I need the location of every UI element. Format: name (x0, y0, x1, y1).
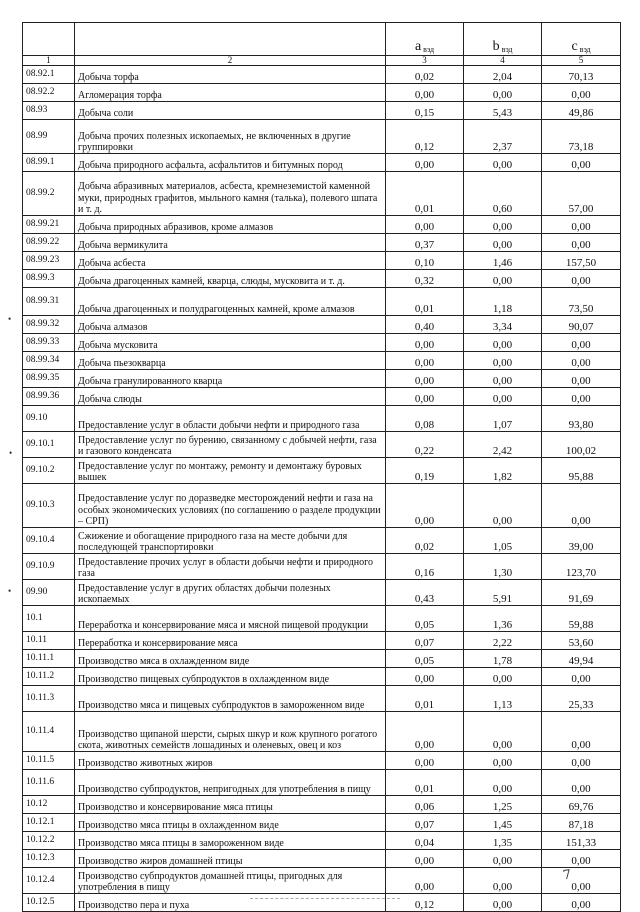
value-b-cell: 5,91 (464, 580, 542, 606)
value-c-cell: 0,00 (542, 712, 621, 752)
value-c-cell: 0,00 (542, 334, 621, 352)
table-row (23, 606, 621, 632)
value-a-cell: 0,00 (386, 352, 464, 370)
table-row (23, 868, 621, 894)
table-row (23, 172, 621, 216)
value-a-cell: 0,00 (386, 712, 464, 752)
value-b-cell: 1,05 (464, 528, 542, 554)
value-b-cell: 0,00 (464, 352, 542, 370)
value-b-cell: 0,00 (464, 868, 542, 894)
value-a-cell: 0,00 (386, 334, 464, 352)
table-row (23, 288, 621, 316)
value-a-cell: 0,00 (386, 668, 464, 686)
value-c-cell: 0,00 (542, 388, 621, 406)
okved-code-cell: 09.90 (23, 580, 75, 606)
value-b-cell: 0,00 (464, 154, 542, 172)
value-c-cell: 69,76 (542, 796, 621, 814)
table-row (23, 406, 621, 432)
value-a-cell: 0,00 (386, 868, 464, 894)
table-row (23, 850, 621, 868)
value-a-cell: 0,00 (386, 370, 464, 388)
activity-name-cell: Производство щипаной шерсти, сырых шкур и кож крупного рогатого скота, животных семейств лошадиных и оленевых, овец и коз (75, 712, 386, 752)
value-c-cell: 73,18 (542, 120, 621, 154)
okved-code-cell: 10.12.5 (23, 894, 75, 912)
okved-code-cell: 09.10.1 (23, 432, 75, 458)
value-b-cell: 0,00 (464, 370, 542, 388)
value-b-cell: 0,00 (464, 712, 542, 752)
table-row (23, 234, 621, 252)
table-row (23, 388, 621, 406)
activity-name-cell: Добыча мусковита (75, 334, 386, 352)
activity-name-cell: Предоставление услуг по бурению, связанному с добычей нефти, газа и газового конденсата (75, 432, 386, 458)
okved-code-cell: 08.99.23 (23, 252, 75, 270)
value-a-cell: 0,12 (386, 894, 464, 912)
value-c-cell: 0,00 (542, 216, 621, 234)
activity-name-cell: Производство пера и пуха (75, 894, 386, 912)
value-b-cell: 5,43 (464, 102, 542, 120)
value-b-cell: 0,00 (464, 270, 542, 288)
value-a-cell: 0,05 (386, 606, 464, 632)
column-number-row (23, 56, 621, 66)
activity-name-cell: Производство субпродуктов, непригодных для употребления в пищу (75, 770, 386, 796)
value-c-cell: 0,00 (542, 234, 621, 252)
value-a-cell: 0,15 (386, 102, 464, 120)
okved-code-cell: 08.93 (23, 102, 75, 120)
value-c-cell: 0,00 (542, 352, 621, 370)
value-b-cell: 0,00 (464, 850, 542, 868)
column-number: 1 (23, 56, 75, 66)
table-row (23, 352, 621, 370)
value-c-cell: 57,00 (542, 172, 621, 216)
table-row (23, 668, 621, 686)
value-b-cell: 0,00 (464, 752, 542, 770)
table-row (23, 216, 621, 234)
value-a-cell: 0,12 (386, 120, 464, 154)
table-row (23, 370, 621, 388)
table-row (23, 528, 621, 554)
page-bottom-divider (250, 898, 400, 899)
value-a-cell: 0,05 (386, 650, 464, 668)
value-c-cell: 25,33 (542, 686, 621, 712)
activity-name-cell: Производство жиров домашней птицы (75, 850, 386, 868)
header-col-a: a $_{вэд}$ (386, 23, 464, 56)
value-a-cell: 0,00 (386, 216, 464, 234)
value-c-cell: 70,13 (542, 66, 621, 84)
table-row (23, 894, 621, 912)
okved-code-cell: 10.11.4 (23, 712, 75, 752)
okved-code-cell: 10.11.3 (23, 686, 75, 712)
value-a-cell: 0,02 (386, 66, 464, 84)
value-a-cell: 0,32 (386, 270, 464, 288)
value-b-cell: 2,42 (464, 432, 542, 458)
value-b-cell: 0,00 (464, 234, 542, 252)
value-c-cell: 0,00 (542, 868, 621, 894)
activity-name-cell: Производство пищевых субпродуктов в охлажденном виде (75, 668, 386, 686)
table-row (23, 120, 621, 154)
value-b-cell: 0,00 (464, 84, 542, 102)
value-c-cell: 0,00 (542, 894, 621, 912)
value-b-cell: 0,00 (464, 334, 542, 352)
header-col-c: c $_{вэд}$ (542, 23, 621, 56)
value-c-cell: 0,00 (542, 84, 621, 102)
value-b-cell: 1,45 (464, 814, 542, 832)
value-b-cell: 1,30 (464, 554, 542, 580)
value-c-cell: 0,00 (542, 484, 621, 528)
okved-code-cell: 08.99 (23, 120, 75, 154)
okved-code-cell: 08.99.33 (23, 334, 75, 352)
activity-name-cell: Агломерация торфа (75, 84, 386, 102)
value-b-cell: 1,13 (464, 686, 542, 712)
value-b-cell: 0,00 (464, 894, 542, 912)
value-b-cell: 2,22 (464, 632, 542, 650)
activity-name-cell: Добыча вермикулита (75, 234, 386, 252)
margin-mark: • (8, 586, 12, 596)
value-a-cell: 0,07 (386, 632, 464, 650)
value-b-cell: 1,78 (464, 650, 542, 668)
activity-name-cell: Добыча алмазов (75, 316, 386, 334)
okved-code-cell: 10.11.6 (23, 770, 75, 796)
okved-code-cell: 08.99.1 (23, 154, 75, 172)
table-row (23, 270, 621, 288)
value-c-cell: 0,00 (542, 770, 621, 796)
value-a-cell: 0,01 (386, 770, 464, 796)
table-row (23, 432, 621, 458)
activity-name-cell: Переработка и консервирование мяса (75, 632, 386, 650)
table-row (23, 814, 621, 832)
value-a-cell: 0,00 (386, 84, 464, 102)
okved-code-cell: 08.99.3 (23, 270, 75, 288)
value-c-cell: 91,69 (542, 580, 621, 606)
value-c-cell: 157,50 (542, 252, 621, 270)
value-a-cell: 0,07 (386, 814, 464, 832)
table-row (23, 458, 621, 484)
value-a-cell: 0,04 (386, 832, 464, 850)
column-number: 4 (464, 56, 542, 66)
okved-code-cell: 08.99.35 (23, 370, 75, 388)
table-header-row (23, 23, 621, 56)
activity-name-cell: Производство мяса и пищевых субпродуктов в замороженном виде (75, 686, 386, 712)
value-b-cell: 2,37 (464, 120, 542, 154)
value-b-cell: 1,25 (464, 796, 542, 814)
activity-name-cell: Добыча асбеста (75, 252, 386, 270)
okved-code-cell: 08.99.21 (23, 216, 75, 234)
value-a-cell: 0,02 (386, 528, 464, 554)
activity-name-cell: Предоставление услуг по монтажу, ремонту и демонтажу буровых вышек (75, 458, 386, 484)
activity-name-cell: Добыча драгоценных и полудрагоценных камней, кроме алмазов (75, 288, 386, 316)
okved-code-cell: 08.99.2 (23, 172, 75, 216)
value-c-cell: 95,88 (542, 458, 621, 484)
value-a-cell: 0,01 (386, 686, 464, 712)
okved-code-cell: 09.10.3 (23, 484, 75, 528)
activity-name-cell: Производство мяса птицы в замороженном виде (75, 832, 386, 850)
activity-name-cell: Добыча природных абразивов, кроме алмазов (75, 216, 386, 234)
activity-name-cell: Предоставление прочих услуг в области добычи нефти и природного газа (75, 554, 386, 580)
value-c-cell: 151,33 (542, 832, 621, 850)
column-number: 2 (75, 56, 386, 66)
value-c-cell: 123,70 (542, 554, 621, 580)
okved-code-cell: 08.92.2 (23, 84, 75, 102)
value-a-cell: 0,00 (386, 752, 464, 770)
activity-name-cell: Производство животных жиров (75, 752, 386, 770)
value-a-cell: 0,00 (386, 484, 464, 528)
table-row (23, 316, 621, 334)
okved-code-cell: 10.12 (23, 796, 75, 814)
table-row (23, 796, 621, 814)
okved-code-cell: 08.99.32 (23, 316, 75, 334)
value-b-cell: 1,18 (464, 288, 542, 316)
table-row (23, 580, 621, 606)
activity-name-cell: Добыча природного асфальта, асфальтитов и битумных пород (75, 154, 386, 172)
activity-name-cell: Добыча драгоценных камней, кварца, слюды, мусковита и т. д. (75, 270, 386, 288)
table-row (23, 154, 621, 172)
value-b-cell: 0,00 (464, 668, 542, 686)
okved-code-cell: 10.12.2 (23, 832, 75, 850)
activity-name-cell: Добыча гранулированного кварца (75, 370, 386, 388)
value-b-cell: 0,60 (464, 172, 542, 216)
okved-code-cell: 10.12.3 (23, 850, 75, 868)
value-c-cell: 0,00 (542, 270, 621, 288)
activity-name-cell: Добыча прочих полезных ископаемых, не включенных в другие группировки (75, 120, 386, 154)
value-b-cell: 1,07 (464, 406, 542, 432)
column-number: 3 (386, 56, 464, 66)
table-row (23, 686, 621, 712)
column-number: 5 (542, 56, 621, 66)
value-c-cell: 53,60 (542, 632, 621, 650)
value-c-cell: 93,80 (542, 406, 621, 432)
table-row (23, 770, 621, 796)
activity-name-cell: Производство субпродуктов домашней птицы, пригодных для употребления в пищу (75, 868, 386, 894)
activity-name-cell: Производство мяса в охлажденном виде (75, 650, 386, 668)
value-b-cell: 1,36 (464, 606, 542, 632)
activity-name-cell: Предоставление услуг в других областях добычи полезных ископаемых (75, 580, 386, 606)
header-col-b: b $_{вэд}$ (464, 23, 542, 56)
value-c-cell: 59,88 (542, 606, 621, 632)
value-b-cell: 1,35 (464, 832, 542, 850)
okved-code-cell: 08.99.34 (23, 352, 75, 370)
activity-name-cell: Добыча соли (75, 102, 386, 120)
value-b-cell: 1,82 (464, 458, 542, 484)
header-name-cell (75, 23, 386, 56)
value-c-cell: 87,18 (542, 814, 621, 832)
value-c-cell: 0,00 (542, 370, 621, 388)
value-c-cell: 0,00 (542, 752, 621, 770)
value-a-cell: 0,19 (386, 458, 464, 484)
value-a-cell: 0,40 (386, 316, 464, 334)
coefficients-table (22, 22, 621, 912)
okved-code-cell: 09.10 (23, 406, 75, 432)
table-row (23, 752, 621, 770)
activity-name-cell: Производство и консервирование мяса птицы (75, 796, 386, 814)
value-b-cell: 2,04 (464, 66, 542, 84)
activity-name-cell: Предоставление услуг в области добычи нефти и природного газа (75, 406, 386, 432)
value-c-cell: 0,00 (542, 154, 621, 172)
value-b-cell: 0,00 (464, 216, 542, 234)
okved-code-cell: 08.99.31 (23, 288, 75, 316)
value-a-cell: 0,43 (386, 580, 464, 606)
table-row (23, 252, 621, 270)
value-b-cell: 0,00 (464, 484, 542, 528)
activity-name-cell: Предоставление услуг по доразведке месторождений нефти и газа на особых экономических условиях (по соглашению о разделе продукции – СРП) (75, 484, 386, 528)
activity-name-cell: Добыча абразивных материалов, асбеста, кремнеземистой каменной муки, природных графитов, мыльного камня (талька), полевого шпата и т. д. (75, 172, 386, 216)
table-row (23, 632, 621, 650)
okved-code-cell: 10.1 (23, 606, 75, 632)
table-row (23, 66, 621, 84)
value-a-cell: 0,00 (386, 154, 464, 172)
value-a-cell: 0,01 (386, 172, 464, 216)
value-b-cell: 3,34 (464, 316, 542, 334)
value-c-cell: 49,86 (542, 102, 621, 120)
value-c-cell: 49,94 (542, 650, 621, 668)
activity-name-cell: Переработка и консервирование мяса и мясной пищевой продукции (75, 606, 386, 632)
value-a-cell: 0,37 (386, 234, 464, 252)
okved-code-cell: 08.92.1 (23, 66, 75, 84)
okved-code-cell: 10.11.5 (23, 752, 75, 770)
okved-code-cell: 09.10.9 (23, 554, 75, 580)
value-c-cell: 73,50 (542, 288, 621, 316)
value-a-cell: 0,08 (386, 406, 464, 432)
value-c-cell: 0,00 (542, 668, 621, 686)
table-row (23, 554, 621, 580)
value-a-cell: 0,22 (386, 432, 464, 458)
margin-mark: • (9, 448, 13, 458)
okved-code-cell: 08.99.36 (23, 388, 75, 406)
table-row (23, 650, 621, 668)
table-row (23, 334, 621, 352)
value-c-cell: 100,02 (542, 432, 621, 458)
okved-code-cell: 10.12.1 (23, 814, 75, 832)
handwritten-page-mark: 7 (561, 867, 573, 884)
table-row (23, 712, 621, 752)
activity-name-cell: Добыча слюды (75, 388, 386, 406)
okved-code-cell: 10.12.4 (23, 868, 75, 894)
value-c-cell: 0,00 (542, 850, 621, 868)
value-a-cell: 0,01 (386, 288, 464, 316)
activity-name-cell: Добыча торфа (75, 66, 386, 84)
activity-name-cell: Производство мяса птицы в охлажденном виде (75, 814, 386, 832)
value-a-cell: 0,00 (386, 388, 464, 406)
activity-name-cell: Сжижение и обогащение природного газа на месте добычи для последующей транспортировки (75, 528, 386, 554)
value-b-cell: 0,00 (464, 388, 542, 406)
okved-code-cell: 10.11.2 (23, 668, 75, 686)
table-row (23, 84, 621, 102)
value-a-cell: 0,00 (386, 850, 464, 868)
okved-code-cell: 09.10.2 (23, 458, 75, 484)
value-a-cell: 0,10 (386, 252, 464, 270)
value-b-cell: 1,46 (464, 252, 542, 270)
value-c-cell: 39,00 (542, 528, 621, 554)
table-row (23, 484, 621, 528)
okved-code-cell: 10.11 (23, 632, 75, 650)
header-code-cell (23, 23, 75, 56)
activity-name-cell: Добыча пьезокварца (75, 352, 386, 370)
value-c-cell: 90,07 (542, 316, 621, 334)
value-a-cell: 0,16 (386, 554, 464, 580)
value-a-cell: 0,06 (386, 796, 464, 814)
table-row (23, 102, 621, 120)
margin-mark: • (8, 314, 12, 324)
okved-code-cell: 08.99.22 (23, 234, 75, 252)
table-row (23, 832, 621, 850)
okved-code-cell: 09.10.4 (23, 528, 75, 554)
value-b-cell: 0,00 (464, 770, 542, 796)
okved-code-cell: 10.11.1 (23, 650, 75, 668)
